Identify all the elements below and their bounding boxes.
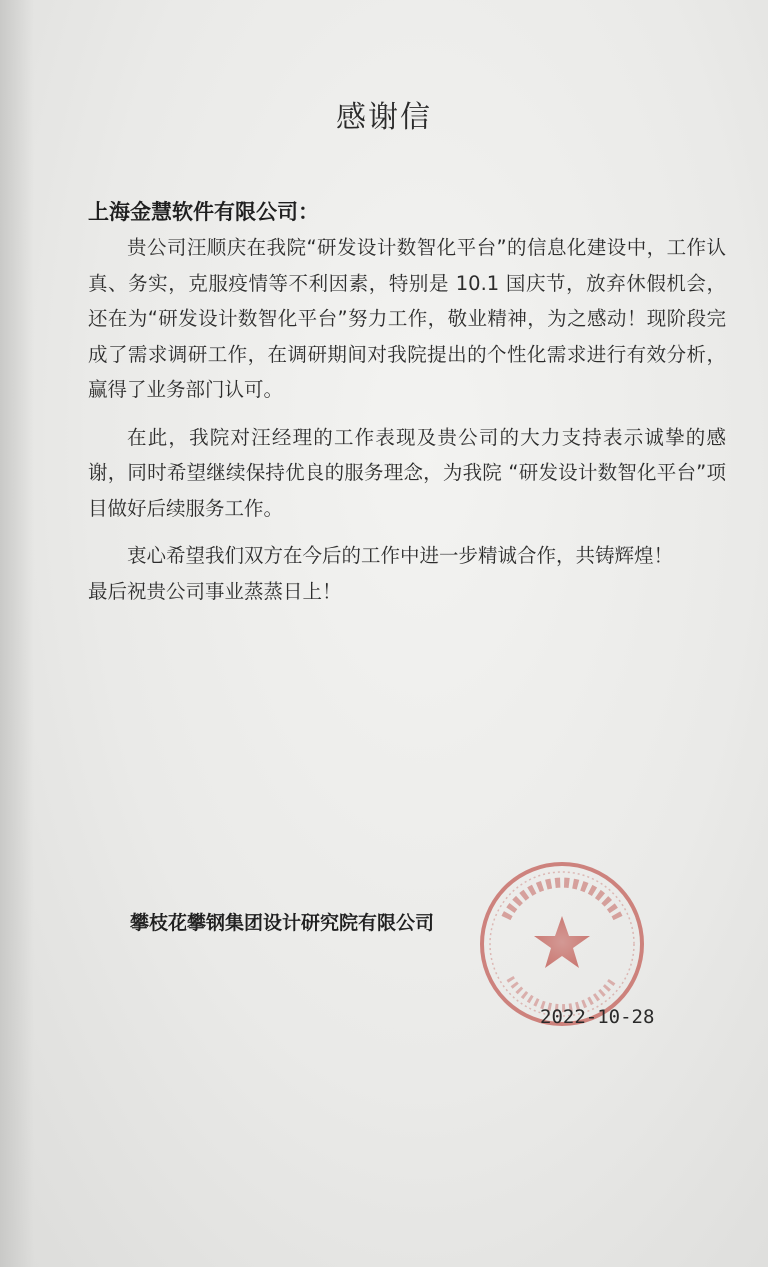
letter-salutation: 上海金慧软件有限公司： [88,200,319,224]
closing-line: 最后祝贵公司事业蒸蒸日上！ [88,579,342,603]
official-seal-stamp [476,858,648,1030]
signer-organization: 攀枝花攀钢集团设计研究院有限公司 [130,912,435,934]
paper-edge-shadow [0,0,34,1267]
letter-title: 感谢信 [336,100,432,135]
letter-body [88,230,726,621]
star-icon [534,916,590,968]
letter-date: 2022-10-28 [540,1006,655,1028]
body-paragraph-3: 衷心希望我们双方在今后的工作中进一步精诚合作，共铸辉煌！ [127,544,674,567]
body-paragraph-1: 贵公司汪顺庆在我院“研发设计数智化平台”的信息化建设中，工作认真、务实，克服疫情等不利因素，特别是 10.1 国庆节，放弃休假机会，还在为“研发设计数智化平台”努力工作，敬业精神，为之感动！现阶段完成了需求调研工作，在调研期间对我院提出的个性化需求进行有效分析，赢得了业务部门认可。 [88,236,726,401]
body-paragraph-2: 在此，我院对汪经理的工作表现及贵公司的大力支持表示诚挚的感谢，同时希望继续保持优良的服务理念，为我院 “研发设计数智化平台”项目做好后续服务工作。 [88,425,726,520]
